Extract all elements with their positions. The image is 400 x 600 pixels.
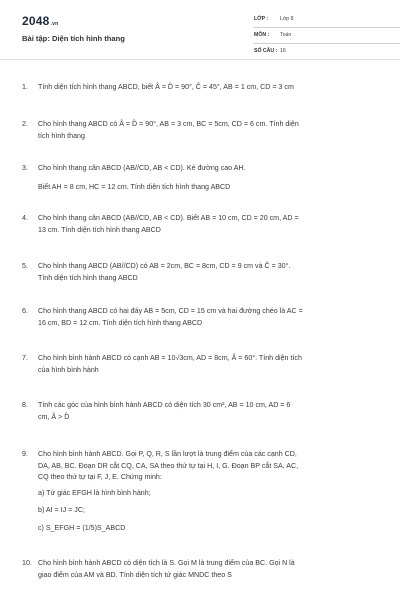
question-text: cm, Â > D̂ <box>38 412 70 421</box>
question-number: 6. <box>22 307 28 315</box>
question-text: 13 cm. Tính diện tích hình thang ABCD <box>38 225 161 234</box>
meta-key: MÔN : <box>254 32 270 38</box>
meta-key: SỐ CÂU : <box>254 48 278 54</box>
question-number: 2. <box>22 120 28 128</box>
question-subpart-b: b) AI = IJ = JC; <box>38 506 85 514</box>
question-number: 9. <box>22 450 28 458</box>
meta-value: Lớp 8 <box>280 16 294 22</box>
header-divider <box>0 59 400 60</box>
question-text: Tính diện tích hình thang ABCD <box>38 273 138 282</box>
question-text: Cho hình bình hành ABCD có diện tích là S. Gọi M là trung điểm của BC. Gọi N là <box>38 559 295 567</box>
meta-row-count <box>254 46 400 60</box>
worksheet-header <box>22 14 382 60</box>
question-number: 1. <box>22 83 28 91</box>
meta-value: Toán <box>280 32 292 38</box>
question-text: Biết AH = 8 cm, HC = 12 cm. Tính diện tích hình thang ABCD <box>38 182 231 191</box>
question-text: 16 cm, BD = 12 cm. Tính diện tích hình thang ABCD <box>38 318 203 327</box>
logo-text: 2048 <box>22 14 50 28</box>
page-title: Bài tập: Diện tích hình thang <box>22 34 125 43</box>
question-number: 8. <box>22 401 28 409</box>
question-number: 5. <box>22 262 28 270</box>
question-text: Cho hình thang cân ABCD (AB//CD, AB < CD). Kẻ đường cao AH. <box>38 164 246 172</box>
question-number: 7. <box>22 354 28 362</box>
question-number: 10. <box>22 559 32 567</box>
question-text: Cho hình bình hành ABCD có cạnh AB = 10√3cm, AD = 8cm, Â = 60°. Tính diện tích <box>38 354 302 362</box>
question-text: Cho hình thang ABCD có hai đáy AB = 5cm, CD = 15 cm và hai đường chéo là AC = <box>38 307 303 315</box>
question-subpart-c: c) S_EFGH = (1/5)S_ABCD <box>38 523 126 532</box>
question-subpart-a: a) Tứ giác EFGH là hình bình hành; <box>38 488 151 497</box>
question-text: CQ theo thứ tự tại F, J, E. Chứng minh: <box>38 473 162 481</box>
meta-value: 16 <box>280 48 286 54</box>
meta-key: LỚP : <box>254 16 269 22</box>
meta-row-class <box>254 14 400 28</box>
question-number: 3. <box>22 164 28 172</box>
question-text: Tính diện tích hình thang ABCD, biết Â = D̂ = 90°, Ĉ = 45°, AB = 1 cm, CD = 3 cm <box>38 83 294 91</box>
question-text: Tính các góc của hình bình hành ABCD có diện tích 30 cm², AB = 10 cm, AD = 6 <box>38 401 291 409</box>
meta-table <box>254 14 400 62</box>
question-text: DA, AB, BC. Đoạn DR cắt CQ, CA, SA theo thứ tự tại H, I, G. Đoạn BP cắt SA, AC, <box>38 461 299 470</box>
question-text: của hình bình hành <box>38 365 99 374</box>
logo <box>22 14 58 28</box>
question-text: Cho hình bình hành ABCD. Gọi P, Q, R, S lần lượt là trung điểm của các cạnh CD, <box>38 450 297 458</box>
question-text: Cho hình thang ABCD (AB//CD) có AB = 2cm, BC = 8cm, CD = 9 cm và Ĉ = 30°. <box>38 262 291 270</box>
question-text: Cho hình thang ABCD có Â = D̂ = 90°, AB = 3 cm, BC = 5cm, CD = 6 cm. Tính diện <box>38 120 299 128</box>
question-number: 4. <box>22 214 28 222</box>
meta-row-subject <box>254 30 400 44</box>
question-text: tích hình thang <box>38 131 85 140</box>
question-text: giao điểm của AM và BD. Tính diện tích tứ giác MNDC theo S <box>38 570 232 579</box>
logo-suffix: .vn <box>50 21 59 27</box>
question-text: Cho hình thang cân ABCD (AB//CD, AB < CD). Biết AB = 10 cm, CD = 20 cm, AD = <box>38 214 299 222</box>
